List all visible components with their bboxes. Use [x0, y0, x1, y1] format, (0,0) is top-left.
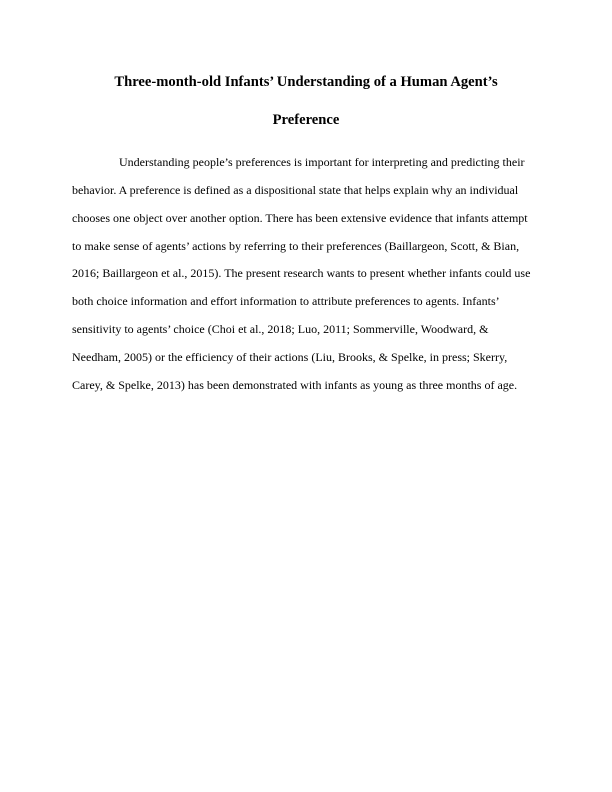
paragraph-line-2: behavior. A preference is defined as a dispositional state that helps explain why an individual	[72, 183, 519, 197]
paragraph-line-8: Needham, 2005) or the efficiency of their actions (Liu, Brooks, & Spelke, in press; Skerry,	[72, 350, 508, 364]
paragraph-line-3: chooses one object over another option. There has been extensive evidence that infants attempt	[72, 211, 528, 225]
paragraph-line-4: to make sense of agents’ actions by referring to their preferences (Baillargeon, Scott, & Bian,	[72, 239, 520, 253]
paragraph-line-1: Understanding people’s preferences is important for interpreting and predicting their	[119, 155, 525, 169]
paragraph-line-9: Carey, & Spelke, 2013) has been demonstrated with infants as young as three months of age.	[72, 378, 518, 392]
paragraph-line-5: 2016; Baillargeon et al., 2015). The present research wants to present whether infants could use	[72, 266, 531, 280]
paragraph-line-7: sensitivity to agents’ choice (Choi et al., 2018; Luo, 2011; Sommerville, Woodward, &	[72, 322, 489, 336]
paragraph-line-6: both choice information and effort information to attribute preferences to agents. Infants’	[72, 294, 500, 308]
document-title-line-2: Preference	[272, 112, 340, 128]
document-title-line-1: Three-month-old Infants’ Understanding of a Human Agent’s	[114, 74, 498, 90]
